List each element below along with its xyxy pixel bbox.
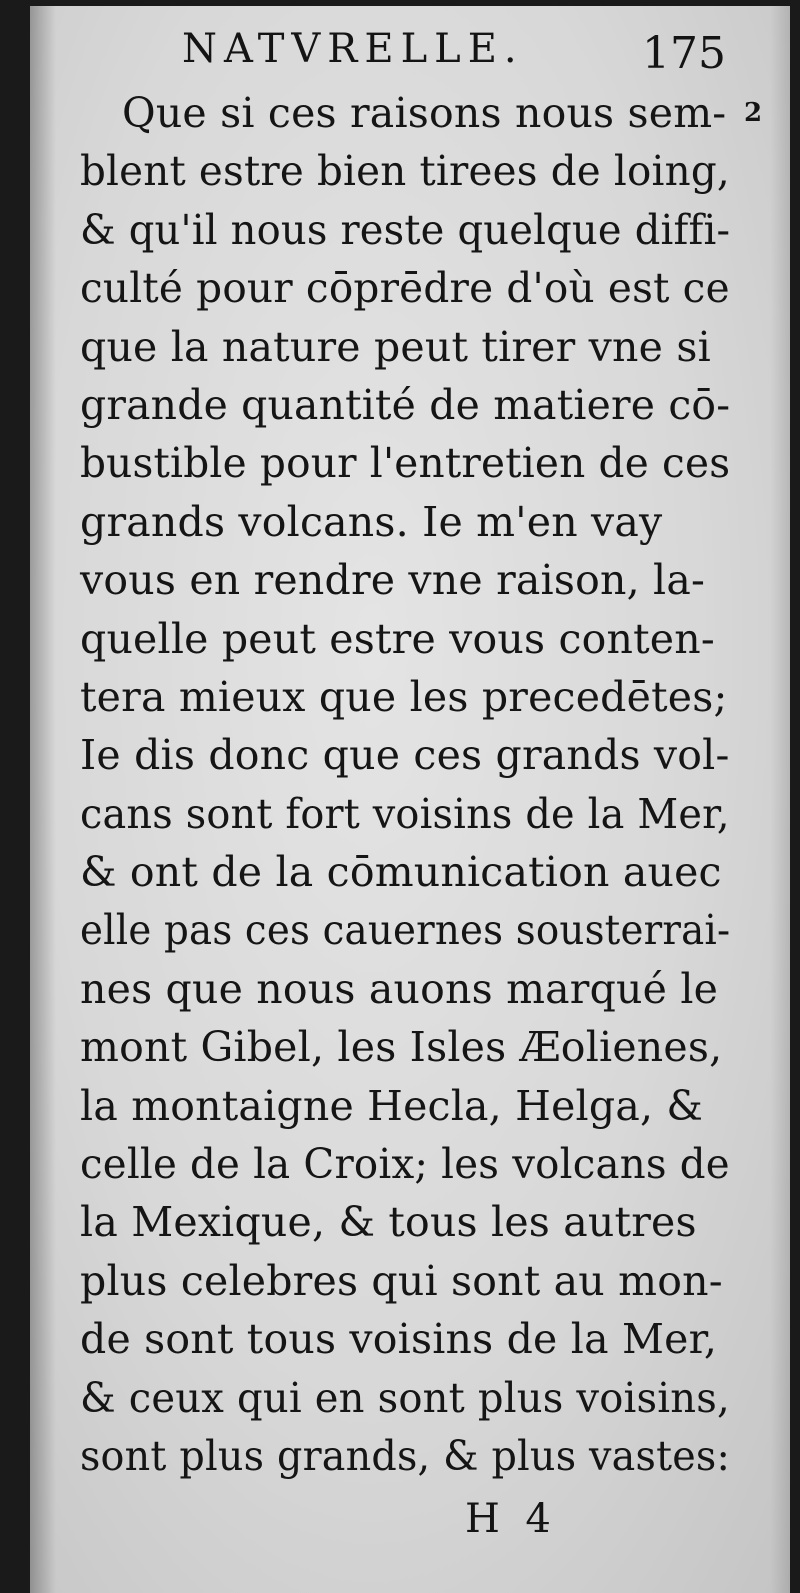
text-line: cans sont fort voisins de la Mer,: [80, 789, 730, 838]
text-line: plus celebres qui sont au mon-: [80, 1256, 723, 1305]
text-line: elle pas ces cauernes sousterrai-: [80, 906, 731, 955]
text-line: tera mieux que les precedētes;: [80, 672, 728, 721]
text-line: nes que nous auons marqué le: [80, 964, 719, 1013]
text-line: la Mexique, & tous les autres: [80, 1198, 697, 1247]
text-line: mont Gibel, les Isles Æolienes,: [80, 1023, 723, 1072]
text-line: Que si ces raisons nous sem-: [122, 89, 727, 137]
page-number: 175: [642, 28, 726, 79]
text-line: bustible pour l'entretien de ces: [80, 439, 731, 488]
book-page: [30, 6, 790, 1593]
text-line: quelle peut estre vous conten-: [80, 614, 715, 663]
text-line: celle de la Croix; les volcans de: [80, 1140, 730, 1189]
text-line: Ie dis donc que ces grands vol-: [80, 731, 730, 780]
text-line: culté pour cōprēdre d'où est ce: [80, 264, 730, 313]
text-line: grande quantité de matiere cō-: [80, 380, 731, 429]
text-line: vous en rendre vne raison, la-: [80, 556, 706, 605]
text-line: que la nature peut tirer vne si: [80, 322, 711, 371]
signature-mark: H 4: [465, 1496, 551, 1542]
text-line: & ont de la cōmunication auec: [80, 848, 722, 897]
text-line: sont plus grands, & plus vastes:: [80, 1431, 731, 1480]
text-line: de sont tous voisins de la Mer,: [80, 1315, 718, 1364]
text-line: la montaigne Hecla, Helga, &: [80, 1081, 704, 1130]
margin-note: 2: [744, 98, 763, 128]
text-line: & qu'il nous reste quelque diffi-: [80, 205, 731, 254]
running-head: NATVRELLE.: [182, 26, 524, 72]
body-text: [80, 84, 767, 1485]
text-line: & ceux qui en sont plus voisins,: [80, 1373, 730, 1422]
text-line: blent estre bien tirees de loing,: [80, 147, 730, 196]
text-line: grands volcans. Ie m'en vay: [80, 497, 663, 546]
